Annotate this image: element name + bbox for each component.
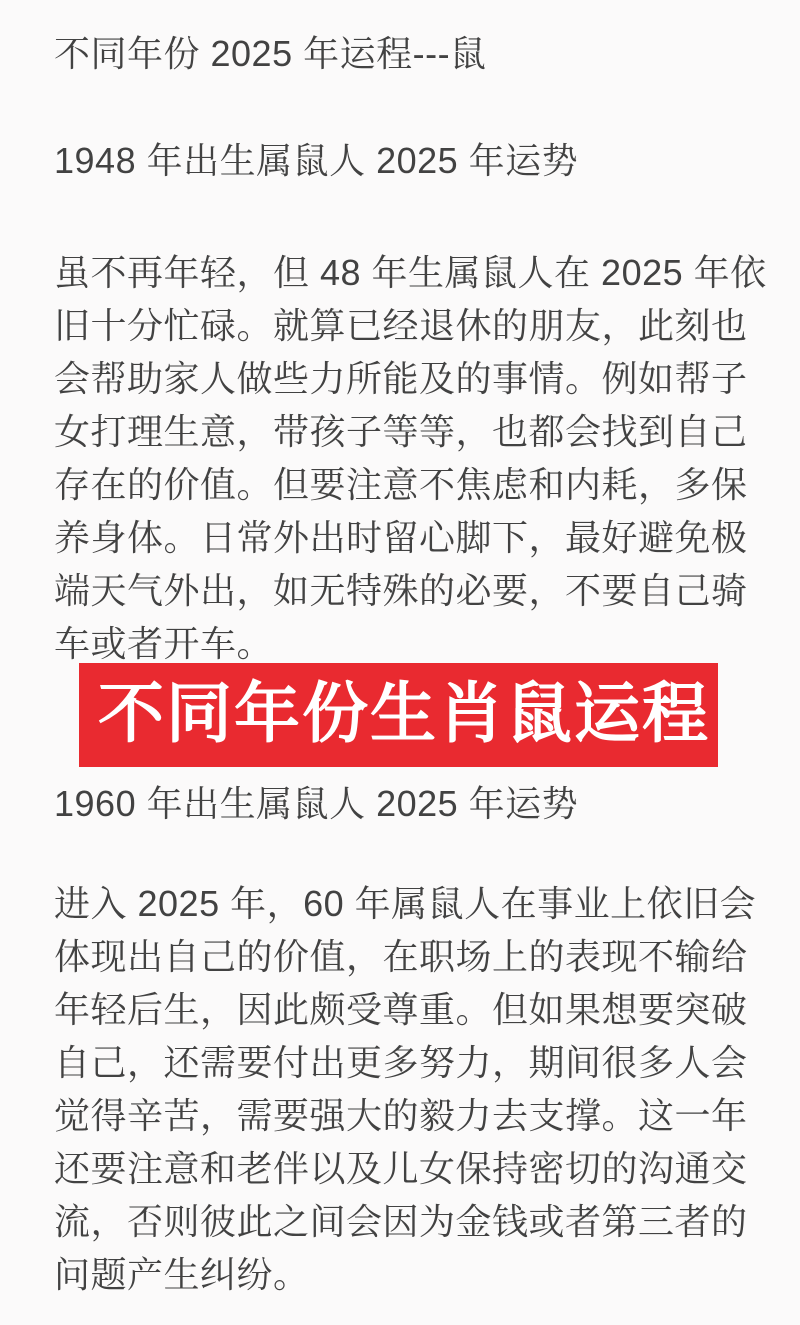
paragraph-line: 女打理生意，带孩子等等，也都会找到自己 — [54, 411, 748, 452]
paragraph-line: 自己，还需要付出更多努力，期间很多人会 — [54, 1042, 748, 1083]
section-heading-1948: 1948 年出生属鼠人 2025 年运势 — [54, 140, 579, 181]
article-title: 不同年份 2025 年运程---鼠 — [54, 33, 487, 74]
paragraph-line: 觉得辛苦，需要强大的毅力去支撑。这一年 — [54, 1095, 748, 1136]
paragraph-line: 旧十分忙碌。就算已经退休的朋友，此刻也 — [54, 305, 748, 346]
paragraph-line: 端天气外出，如无特殊的必要，不要自己骑 — [54, 570, 748, 611]
paragraph-line: 会帮助家人做些力所能及的事情。例如帮子 — [54, 358, 748, 399]
red-banner — [79, 663, 718, 767]
red-banner-title: 不同年份生肖鼠运程 — [98, 678, 710, 751]
paragraph-line: 年轻后生，因此颇受尊重。但如果想要突破 — [54, 989, 748, 1030]
paragraph-line: 车或者开车。 — [54, 623, 274, 664]
section-heading-1960: 1960 年出生属鼠人 2025 年运势 — [54, 783, 579, 824]
paragraph-line: 养身体。日常外出时留心脚下，最好避免极 — [54, 517, 748, 558]
paragraph-line: 还要注意和老伴以及儿女保持密切的沟通交 — [54, 1148, 748, 1189]
paragraph-1948 — [54, 246, 770, 670]
paragraph-line: 问题产生纠纷。 — [54, 1254, 310, 1295]
paragraph-line: 体现出自己的价值，在职场上的表现不输给 — [54, 936, 748, 977]
paragraph-line: 虽不再年轻，但 48 年生属鼠人在 2025 年依 — [54, 252, 767, 293]
paragraph-line: 存在的价值。但要注意不焦虑和内耗，多保 — [54, 464, 748, 505]
paragraph-line: 流，否则彼此之间会因为金钱或者第三者的 — [54, 1201, 748, 1242]
paragraph-1960 — [54, 877, 770, 1301]
paragraph-line: 进入 2025 年，60 年属鼠人在事业上依旧会 — [54, 883, 757, 924]
